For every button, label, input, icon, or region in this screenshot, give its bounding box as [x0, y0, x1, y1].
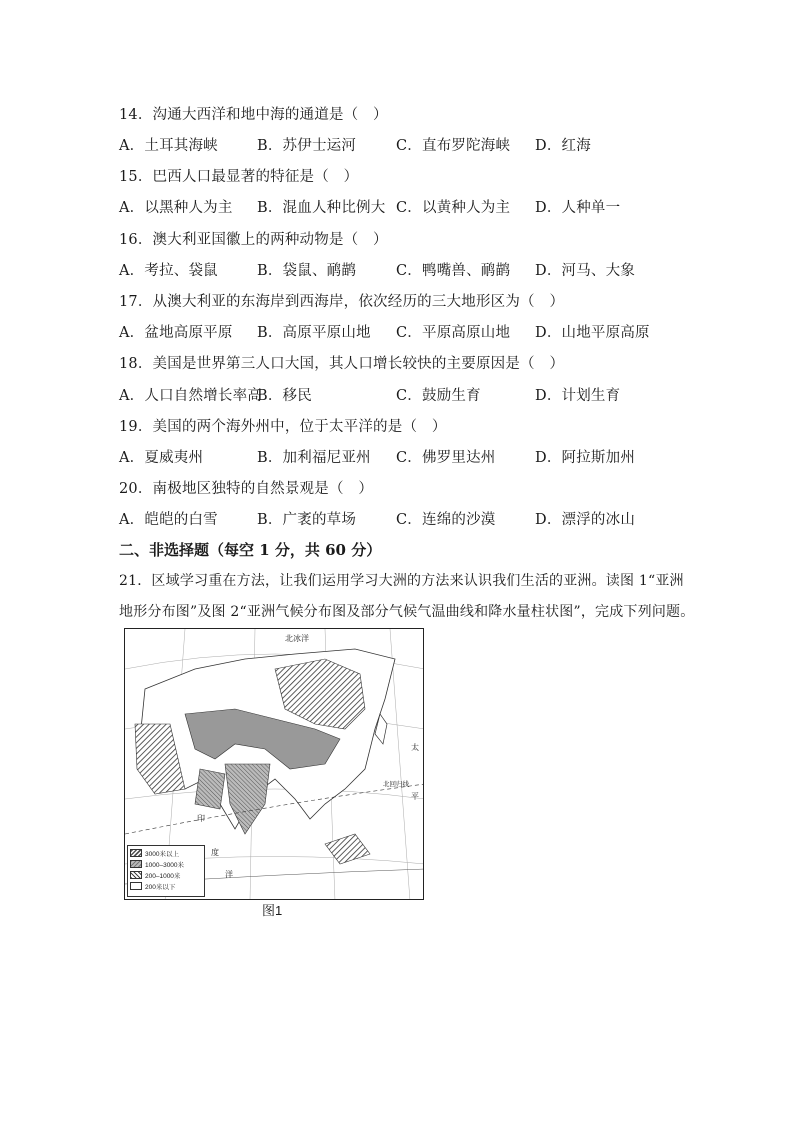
option-a: A．土耳其海峡	[119, 138, 218, 154]
legend-label: 3000米以上	[145, 850, 179, 858]
legend-label: 200米以下	[145, 883, 176, 891]
option-b: B．苏伊士运河	[257, 138, 357, 154]
legend-row	[130, 870, 180, 880]
question-21-line-1: 21．区域学习重在方法，让我们运用学习大洲的方法来认识我们生活的亚洲。读图 1“亚洲	[119, 573, 684, 589]
southeast-islands	[325, 834, 370, 864]
option-c: C．连绵的沙漠	[396, 512, 496, 528]
question-stem: 16．澳大利亚国徽上的两种动物是（ ）	[119, 232, 388, 248]
label-indian-1: 印	[197, 814, 205, 823]
label-tropic: 北回归线	[383, 781, 409, 788]
option-d: D．山地平原高原	[535, 325, 650, 341]
question-stem: 19．美国的两个海外州中，位于太平洋的是（ ）	[119, 419, 447, 435]
option-c: C．佛罗里达州	[396, 450, 496, 466]
option-d: D．红海	[535, 138, 591, 154]
arabia-hatch	[195, 769, 225, 809]
option-d: D．人种单一	[535, 200, 621, 216]
label-indian-2: 度	[211, 848, 219, 857]
legend-label: 1000–3000米	[145, 861, 185, 869]
question-stem: 14．沟通大西洋和地中海的通道是（ ）	[119, 107, 388, 123]
label-indian-3: 洋	[225, 870, 233, 879]
label-pacific-2: 平	[411, 792, 419, 801]
legend-row	[130, 859, 184, 869]
option-b: B．高原平原山地	[257, 325, 371, 341]
option-a: A．皑皑的白雪	[119, 512, 218, 528]
legend-swatch	[130, 871, 142, 879]
option-c: C．鼓励生育	[396, 388, 481, 404]
option-c: C．鸭嘴兽、鸸鹋	[396, 263, 511, 279]
option-d: D．河马、大象	[535, 263, 636, 279]
figure-caption: 图1	[262, 903, 283, 918]
label-arctic-ocean: 北冰洋	[285, 634, 309, 643]
option-b: B．混血人种比例大	[257, 200, 386, 216]
option-b: B．移民	[257, 388, 312, 404]
legend-swatch	[130, 882, 142, 890]
question-stem: 15．巴西人口最显著的特征是（ ）	[119, 169, 359, 185]
legend-swatch	[130, 849, 142, 857]
question-stem: 20．南极地区独特的自然景观是（ ）	[119, 481, 374, 497]
legend-row	[130, 881, 175, 891]
legend-swatch	[130, 860, 142, 868]
legend-label: 200–1000米	[145, 872, 181, 880]
question-stem: 17．从澳大利亚的东海岸到西海岸，依次经历的三大地形区为（ ）	[119, 294, 565, 310]
option-d: D．计划生育	[535, 388, 621, 404]
option-a: A．人口自然增长率高	[119, 388, 262, 404]
option-a: A．考拉、袋鼠	[119, 263, 218, 279]
option-d: D．漂浮的冰山	[535, 512, 636, 528]
map-legend	[127, 845, 205, 897]
label-pacific-1: 太	[411, 743, 419, 752]
question-21-line-2: 地形分布图”及图 2“亚洲气候分布图及部分气候气温曲线和降水量柱状图”，完成下列问题。	[119, 604, 695, 620]
section-title: 二、非选择题（每空 1 分，共 60 分）	[119, 541, 382, 559]
option-b: B．加利福尼亚州	[257, 450, 371, 466]
legend-row	[130, 848, 179, 858]
option-c: C．以黄种人为主	[396, 200, 511, 216]
option-a: A．夏威夷州	[119, 450, 204, 466]
option-d: D．阿拉斯加州	[535, 450, 636, 466]
option-b: B．袋鼠、鸸鹋	[257, 263, 357, 279]
option-b: B．广袤的草场	[257, 512, 357, 528]
option-a: A．以黑种人为主	[119, 200, 233, 216]
question-stem: 18．美国是世界第三人口大国，其人口增长较快的主要原因是（ ）	[119, 356, 565, 372]
asia-terrain-map	[124, 628, 424, 900]
option-c: C．平原高原山地	[396, 325, 511, 341]
option-a: A．盆地高原平原	[119, 325, 233, 341]
option-c: C．直布罗陀海峡	[396, 138, 511, 154]
